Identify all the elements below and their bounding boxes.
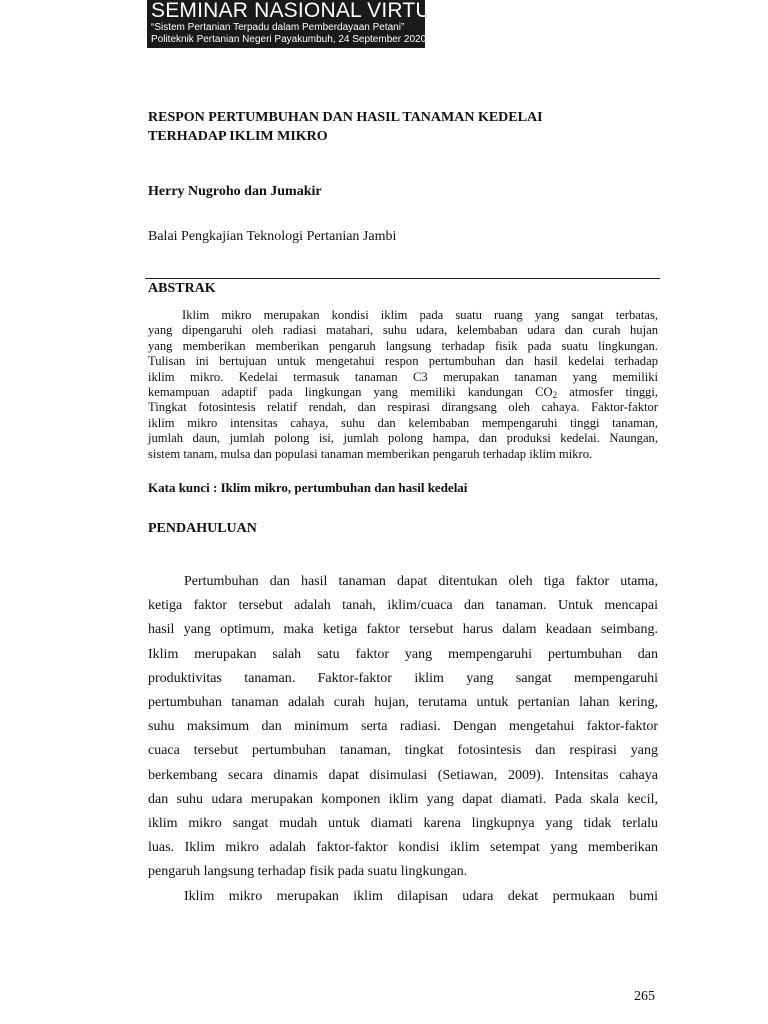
abstract-line: yang memberikan memberikan pengaruh langsung terhadap fisik pada suatu lingkungan.	[148, 338, 658, 353]
co2-subscript: 2	[552, 390, 558, 401]
abstract-co2-suffix: atmosfer tinggi,	[557, 385, 658, 400]
body-line: pengaruh langsung terhadap fisik pada suatu lingkungan.	[148, 864, 468, 880]
page-number: 265	[634, 989, 655, 1004]
body-line: dan suhu udara merupakan komponen iklim yang dapat diamati. Pada skala kecil,	[148, 791, 658, 807]
body-line: luas. Iklim mikro adalah faktor-faktor kondisi iklim setempat yang memberikan	[148, 840, 658, 856]
body-line: berkembang secara dinamis dapat disimulasi (Setiawan, 2009). Intensitas cahaya	[148, 767, 658, 783]
body-line: iklim mikro sangat mudah untuk diamati karena lingkupnya yang tidak terlalu	[148, 816, 658, 832]
paper-title	[148, 108, 668, 146]
abstract-body	[148, 308, 658, 462]
abstract-line: iklim mikro. Kedelai termasuk tanaman C3 merupakan tanaman yang memiliki	[148, 369, 658, 384]
abstract-line: jumlah daun, jumlah polong isi, jumlah polong hampa, dan produksi kedelai. Naungan,	[148, 431, 658, 446]
abstract-line: yang dipengaruhi oleh radiasi matahari, suhu udara, kelembaban udara dan curah hujan	[148, 323, 658, 338]
body-line: hasil yang optimum, maka ketiga faktor tersebut harus dalam keadaan seimbang.	[148, 622, 658, 638]
paper-affiliation: Balai Pengkajian Teknologi Pertanian Jambi	[148, 229, 397, 244]
abstract-line: Tulisan ini bertujuan untuk mengetahui respon pertumbuhan dan hasil kedelai terhadap	[148, 354, 658, 369]
seminar-theme: “Sistem Pertanian Terpadu dalam Pemberdayaan Petani”	[151, 22, 405, 33]
abstract-line: iklim mikro intensitas cahaya, suhu dan kelembaban mempengaruhi tinggi tanaman,	[148, 415, 658, 430]
body-line: produktivitas tanaman. Faktor-faktor iklim yang sangat mempengaruhi	[148, 670, 658, 686]
body-line: Iklim mikro merupakan iklim dilapisan udara dekat permukaan bumi	[184, 888, 658, 904]
paper-title-line: TERHADAP IKLIM MIKRO	[148, 129, 328, 144]
abstract-divider	[145, 278, 660, 279]
abstract-line-co2	[148, 385, 658, 400]
abstract-heading: ABSTRAK	[148, 281, 216, 296]
paper-title-line: RESPON PERTUMBUHAN DAN HASIL TANAMAN KEDELAI	[148, 110, 543, 125]
abstract-line: Iklim mikro merupakan kondisi iklim pada suatu ruang yang sangat terbatas,	[182, 308, 658, 322]
body-line: pertumbuhan tanaman adalah curah hujan, terutama untuk pertanian lahan kering,	[148, 695, 658, 711]
seminar-venue: Politeknik Pertanian Negeri Payakumbuh, 24 September 2020	[151, 34, 427, 45]
body-line: Iklim merupakan salah satu faktor yang mempengaruhi pertumbuhan dan	[148, 646, 658, 662]
seminar-header-banner	[147, 0, 457, 48]
keywords: Kata kunci : Iklim mikro, pertumbuhan dan hasil kedelai	[148, 480, 468, 495]
abstract-line: Tingkat fotosintesis relatif rendah, dan respirasi dirangsang oleh cahaya. Faktor-faktor	[148, 400, 658, 415]
abstract-line: sistem tanam, mulsa dan populasi tanaman memberikan pengaruh terhadap iklim mikro.	[148, 446, 593, 461]
section-heading: PENDAHULUAN	[148, 521, 257, 536]
section-body	[148, 570, 658, 909]
abstract-co2-text: kemampuan adaptif pada lingkungan yang memiliki kandungan CO	[148, 385, 553, 400]
body-line: suhu maksimum dan minimum serta radiasi. Dengan mengetahui faktor-faktor	[148, 719, 658, 735]
seminar-title: SEMINAR NASIONAL VIRTUAL	[151, 0, 457, 22]
paper-authors: Herry Nugroho dan Jumakir	[148, 184, 322, 199]
body-line: Pertumbuhan dan hasil tanaman dapat ditentukan oleh tiga faktor utama,	[184, 574, 658, 589]
body-line: ketiga faktor tersebut adalah tanah, iklim/cuaca dan tanaman. Untuk mencapai	[148, 598, 658, 614]
body-line: cuaca tersebut pertumbuhan tanaman, tingkat fotosintesis dan respirasi yang	[148, 743, 658, 759]
